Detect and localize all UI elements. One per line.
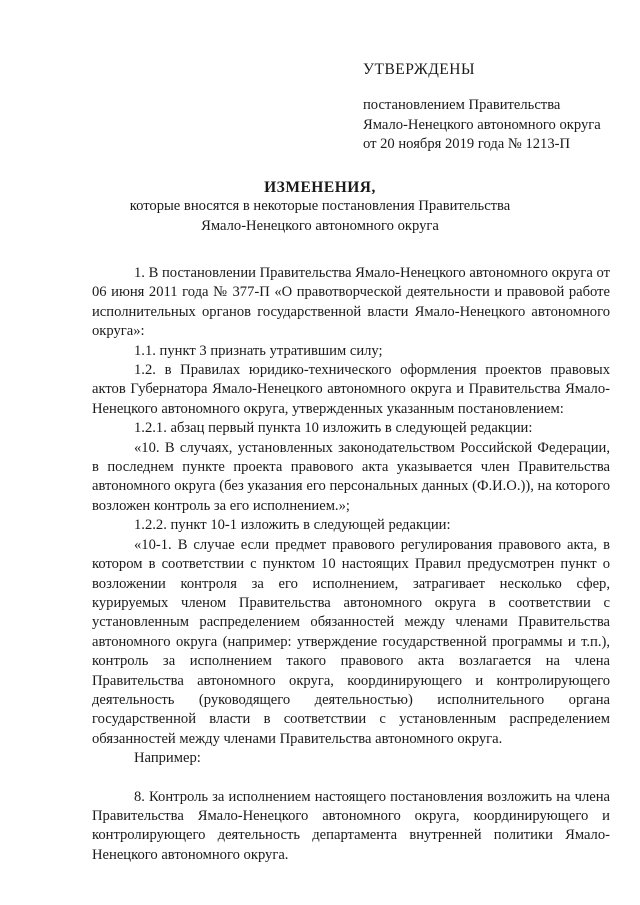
paragraph: 1.2. в Правилах юридико-технического оформления проектов правовых актов Губернатора Ямало-Ненецкого автономного округа и Правительства Ямало-Ненецкого автономного округа, утвержденных указанным постановлением: xyxy=(92,362,610,417)
document-subtitle-line: которые вносятся в некоторые постановления Правительства xyxy=(129,198,511,215)
paragraph: Например: xyxy=(134,750,201,767)
document-body xyxy=(92,264,610,865)
document-title: ИЗМЕНЕНИЯ, xyxy=(264,179,376,196)
approval-block xyxy=(363,60,613,155)
document-subtitle-line: Ямало-Ненецкого автономного округа xyxy=(201,217,439,234)
paragraph: 1.2.1. абзац первый пункта 10 изложить в следующей редакции: xyxy=(134,420,533,437)
paragraph: 1.1. пункт 3 признать утратившим силу; xyxy=(134,342,383,359)
paragraph: 1.2.2. пункт 10-1 изложить в следующей редакции: xyxy=(134,517,451,534)
paragraph: «10-1. В случае если предмет правового регулирования правового акта, в котором в соответствии с пунктом 10 настоящих Правил предусмотрен пункт о возложении контроля за его исполнением, затрагивает несколько сфер, курируемых членом Правительства автономного округа в соответствии с установленным распределением обязанностей между членами Правительства автономного округа (например: утверждение государственной программы и т.п.), контроль за исполнением такого правового акта возлагается на члена Правительства автономного округа, координирующего и контролирующего деятельность (руководящего деятельностью) исполнительного органа государственной власти в соответствии с установленным распределением обязанностей между членами Правительства автономного округа. xyxy=(92,536,610,747)
closing-paragraph: 8. Контроль за исполнением настоящего постановления возложить на члена Правительства Ямало-Ненецкого автономного округа, координирующего и контролирующего деятельность департамента внутренней политики Ямало-Ненецкого автономного округа. xyxy=(92,788,610,863)
approval-line: Ямало-Ненецкого автономного округа xyxy=(363,116,601,133)
approval-heading: УТВЕРЖДЕНЫ xyxy=(363,61,475,78)
approval-line: от 20 ноября 2019 года № 1213-П xyxy=(363,136,571,153)
paragraph: «10. В случаях, установленных законодательством Российской Федерации, в последнем пункте проекта правового акта указывается член Правительства автономного округа (без указания его персональных данных (Ф.И.О.)), на которого возложен контроль за его исполнением.»; xyxy=(92,439,610,514)
title-block xyxy=(90,178,550,236)
approval-line: постановлением Правительства xyxy=(363,97,561,114)
paragraph: 1. В постановлении Правительства Ямало-Ненецкого автономного округа от 06 июня 2011 года № 377-П «О правотворческой деятельности и правовой работе исполнительных органов государственной власти Ямало-Ненецкого автономного округа»: xyxy=(92,265,610,340)
